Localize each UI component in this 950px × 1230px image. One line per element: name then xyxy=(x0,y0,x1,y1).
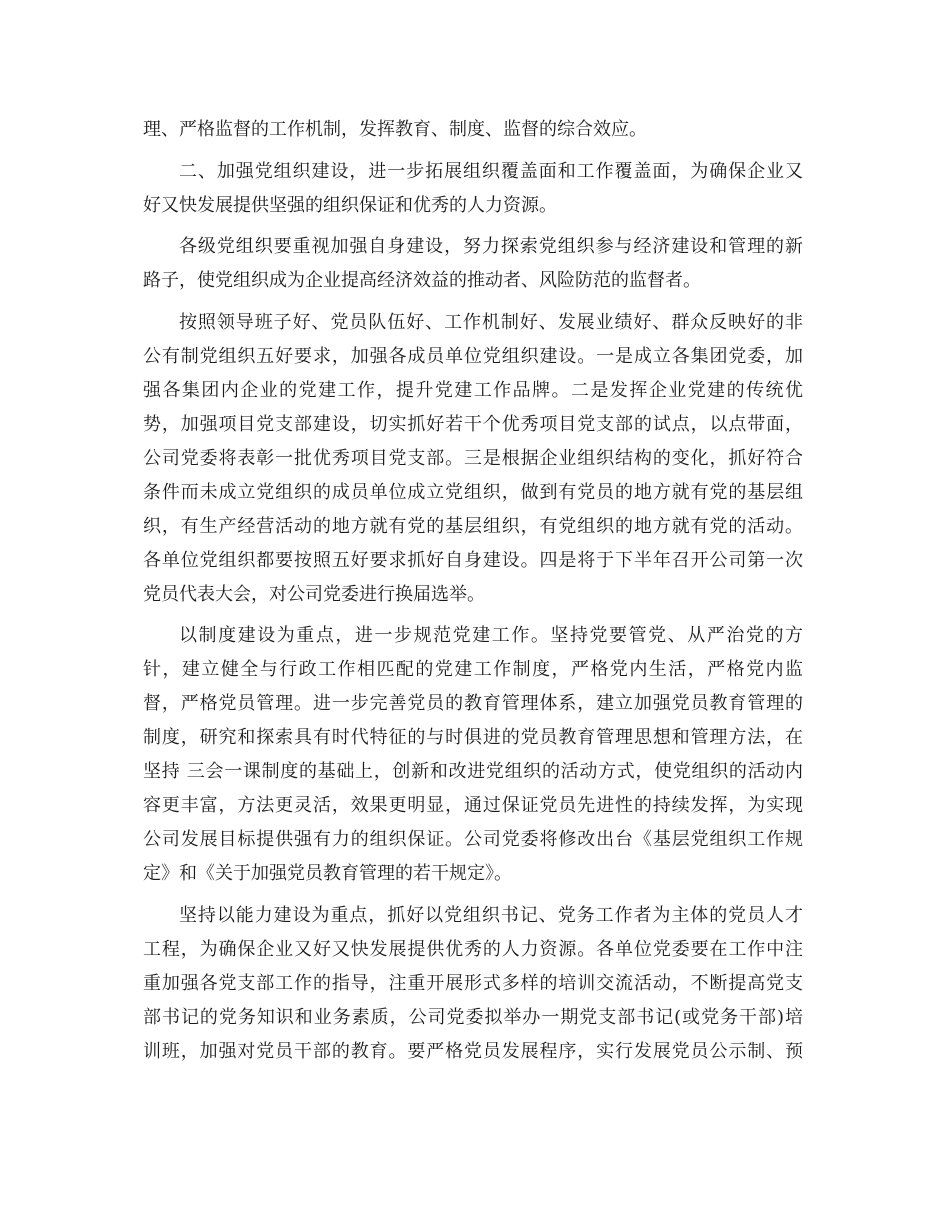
paragraph-line: 坚持 三会一课制度的基础上，创新和改进党组织的活动方式，使党组织的活动内 xyxy=(143,761,803,783)
paragraph-line: 路子，使党组织成为企业提高经济效益的推动者、风险防范的监督者。 xyxy=(143,270,701,292)
paragraph-line: 二、加强党组织建设，进一步拓展组织覆盖面和工作覆盖面，为确保企业又 xyxy=(179,160,803,182)
document-body xyxy=(143,113,803,1069)
paragraph-line: 容更丰富，方法更灵活，效果更明显，通过保证党员先进性的持续发挥，为实现 xyxy=(143,795,803,817)
paragraph-line: 各单位党组织都要按照五好要求抓好自身建设。四是将于下半年召开公司第一次 xyxy=(143,549,803,571)
paragraph-line: 坚持以能力建设为重点，抓好以党组织书记、党务工作者为主体的党员人才 xyxy=(179,904,803,926)
paragraph-line: 以制度建设为重点，进一步规范党建工作。坚持党要管党、从严治党的方 xyxy=(179,625,803,647)
paragraph-line: 按照领导班子好、党员队伍好、工作机制好、发展业绩好、群众反映好的非 xyxy=(179,311,803,333)
paragraph-line: 各级党组织要重视加强自身建设，努力探索党组织参与经济建设和管理的新 xyxy=(179,236,803,258)
paragraph-line: 强各集团内企业的党建工作，提升党建工作品牌。二是发挥企业党建的传统优 xyxy=(143,379,803,401)
paragraph-line: 公司党委将表彰一批优秀项目党支部。三是根据企业组织结构的变化，抓好符合 xyxy=(143,447,803,469)
paragraph-line: 针，建立健全与行政工作相匹配的党建工作制度，严格党内生活，严格党内监 xyxy=(143,659,803,681)
paragraph-line: 好又快发展提供坚强的组织保证和优秀的人力资源。 xyxy=(143,194,557,216)
paragraph-line: 党员代表大会，对公司党委进行换届选举。 xyxy=(143,583,485,605)
paragraph-line: 理、严格监督的工作机制，发挥教育、制度、监督的综合效应。 xyxy=(143,119,647,140)
paragraph-line: 督，严格党员管理。进一步完善党员的教育管理体系，建立加强党员教育管理的 xyxy=(143,693,803,715)
paragraph-line: 定》和《关于加强党员教育管理的若干规定》。 xyxy=(143,863,512,885)
paragraph-line: 公司发展目标提供强有力的组织保证。公司党委将修改出台《基层党组织工作规 xyxy=(143,829,803,851)
paragraph-line: 部书记的党务知识和业务素质，公司党委拟举办一期党支部书记(或党务干部)培 xyxy=(143,1006,803,1028)
paragraph-line: 训班，加强对党员干部的教育。要严格党员发展程序，实行发展党员公示制、预 xyxy=(143,1040,803,1062)
paragraph-line: 织，有生产经营活动的地方就有党的基层组织，有党组织的地方就有党的活动。 xyxy=(143,515,803,537)
paragraph-line: 条件而未成立党组织的成员单位成立党组织，做到有党员的地方就有党的基层组 xyxy=(143,481,803,503)
paragraph-line: 势，加强项目党支部建设，切实抓好若干个优秀项目党支部的试点，以点带面， xyxy=(143,413,803,435)
paragraph-line: 重加强各党支部工作的指导，注重开展形式多样的培训交流活动，不断提高党支 xyxy=(143,972,803,994)
paragraph-line: 工程，为确保企业又好又快发展提供优秀的人力资源。各单位党委要在工作中注 xyxy=(143,938,803,960)
paragraph-line: 制度，研究和探索具有时代特征的与时俱进的党员教育管理思想和管理方法，在 xyxy=(143,727,803,749)
paragraph-line: 公有制党组织五好要求，加强各成员单位党组织建设。一是成立各集团党委，加 xyxy=(143,345,803,367)
